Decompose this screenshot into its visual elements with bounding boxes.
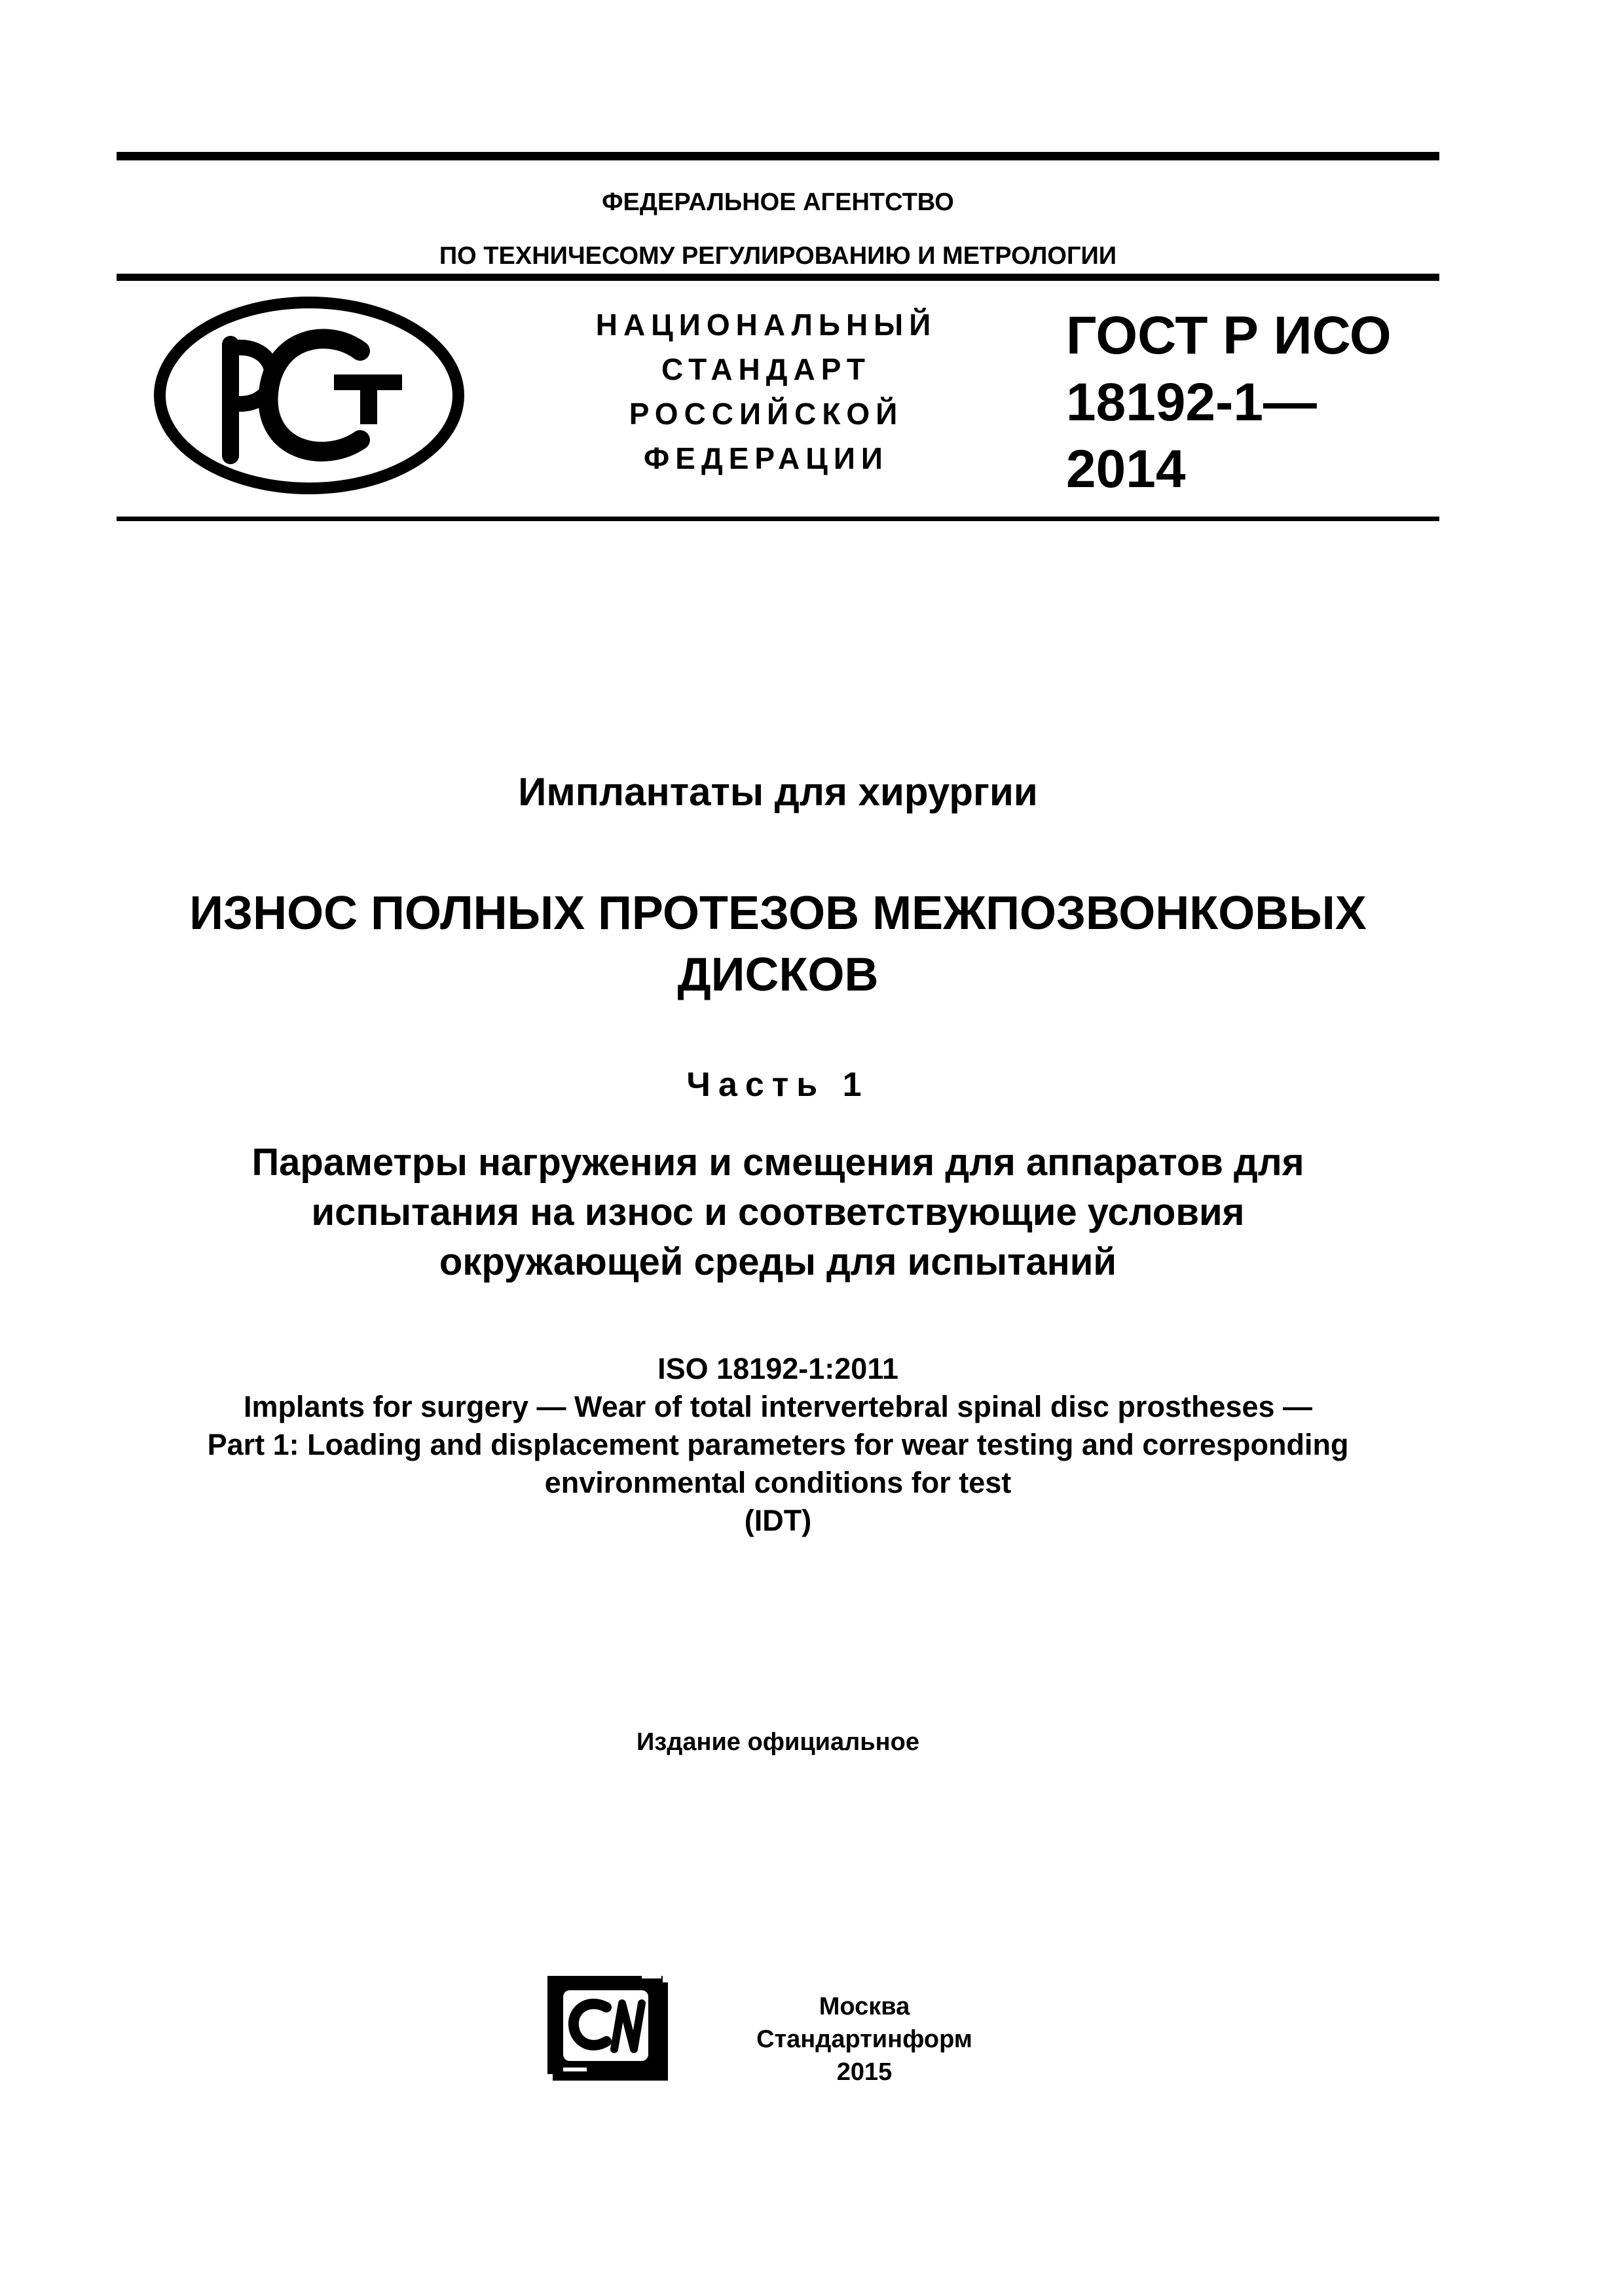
- part-label: Часть 1: [686, 1066, 870, 1104]
- standard-code-line-3: 2014: [1066, 439, 1186, 499]
- subtitle-line-2: испытания на износ и соответствующие условия: [311, 1191, 1245, 1233]
- standard-type-line-1: НАЦИОНАЛЬНЫЙ: [595, 308, 937, 342]
- subtitle: [117, 1138, 1439, 1287]
- iso-line-1: ISO 18192-1:2011: [657, 1352, 898, 1385]
- subtitle-line-1: Параметры нагружения и смещения для аппаратов для: [251, 1141, 1304, 1184]
- main-title-line-1: ИЗНОС ПОЛНЫХ ПРОТЕЗОВ МЕЖПОЗВОНКОВЫХ: [189, 887, 1367, 939]
- series-title: Имплантаты для хирургии: [518, 770, 1038, 814]
- main-title-line-2: ДИСКОВ: [677, 949, 879, 1001]
- imprint-city: Москва: [819, 1993, 910, 2020]
- main-title: [117, 883, 1439, 1006]
- standard-code: [1066, 302, 1392, 503]
- imprint-publisher: Стандартинформ: [756, 2026, 972, 2053]
- standard-type: [563, 302, 969, 481]
- standard-code-line-2: 18192-1—: [1066, 373, 1317, 432]
- standartinform-logo-icon: [544, 1971, 674, 2088]
- imprint: [720, 1990, 1008, 2088]
- agency-line-2: ПО ТЕХНИЧЕСОМУ РЕГУЛИРОВАНИЮ И МЕТРОЛОГИИ: [439, 242, 1117, 270]
- iso-line-3: Part 1: Loading and displacement parameters for wear testing and corresponding: [207, 1428, 1349, 1461]
- agency-line-1: ФЕДЕРАЛЬНОЕ АГЕНТСТВО: [602, 189, 954, 216]
- standard-type-line-3: РОССИЙСКОЙ: [629, 397, 904, 431]
- bottom-rule: [117, 517, 1439, 521]
- iso-line-2: Implants for surgery — Wear of total intervertebral spinal disc prostheses —: [243, 1390, 1313, 1423]
- iso-reference: [117, 1350, 1439, 1540]
- standard-code-line-1: ГОСТ Р ИСО: [1066, 306, 1392, 365]
- imprint-year: 2015: [836, 2058, 893, 2086]
- agency-heading: [117, 175, 1439, 283]
- rst-certification-emblem-icon: [152, 293, 466, 498]
- top-rule: [117, 152, 1439, 160]
- middle-rule: [117, 274, 1439, 281]
- edition-label: Издание официальное: [637, 1728, 919, 1756]
- standard-type-line-2: СТАНДАРТ: [661, 352, 871, 386]
- iso-line-4: environmental conditions for test: [544, 1466, 1012, 1499]
- subtitle-line-3: окружающей среды для испытаний: [439, 1241, 1117, 1283]
- iso-line-5: (IDT): [744, 1504, 812, 1537]
- standard-type-line-4: ФЕДЕРАЦИИ: [644, 441, 889, 475]
